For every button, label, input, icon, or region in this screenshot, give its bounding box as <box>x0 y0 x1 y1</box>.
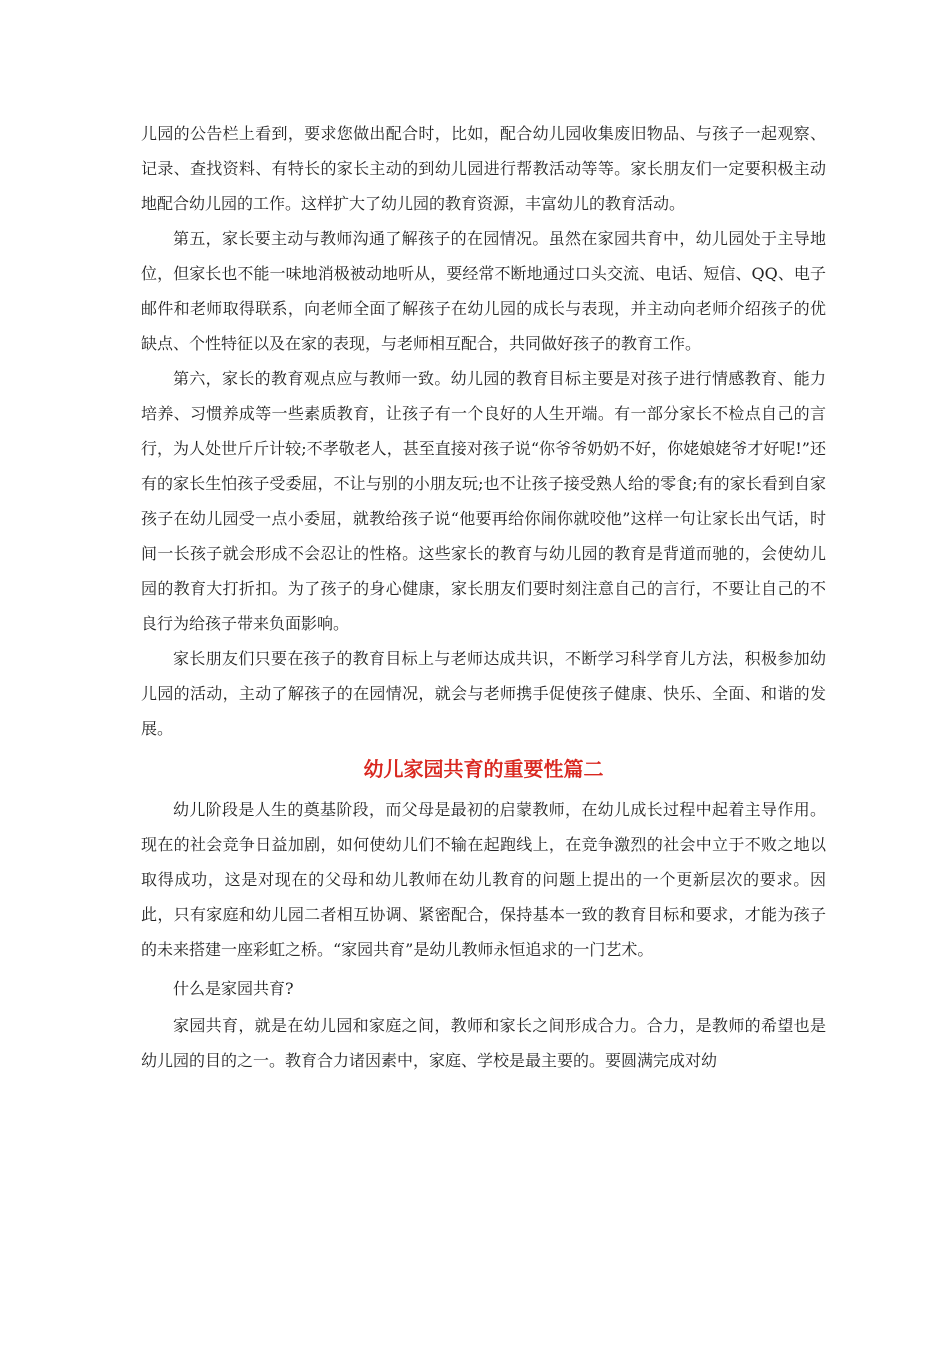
paragraph-conclusion: 家长朋友们只要在孩子的教育目标上与老师达成共识，不断学习科学育儿方法，积极参加幼儿园的活动，主动了解孩子的在园情况，就会与老师携手促使孩子健康、快乐、全面、和谐的发展。 <box>141 649 826 738</box>
paragraph-intro: 幼儿阶段是人生的奠基阶段，而父母是最初的启蒙教师，在幼儿成长过程中起着主导作用。现在的社会竞争日益加剧，如何使幼儿们不输在起跑线上，在竞争激烈的社会中立于不败之地以取得成功，这是对现在的父母和幼儿教师在幼儿教育的问题上提出的一个更新层次的要求。因此，只有家庭和幼儿园二者相互协调、紧密配合，保持基本一致的教育目标和要求，才能为孩子的未来搭建一座彩虹之桥。“家园共育”是幼儿教师永恒追求的一门艺术。 <box>141 800 826 959</box>
document-page <box>141 116 826 1078</box>
paragraph-continuation: 儿园的公告栏上看到，要求您做出配合时，比如，配合幼儿园收集废旧物品、与孩子一起观察、记录、查找资料、有特长的家长主动的到幼儿园进行帮教活动等等。家长朋友们一定要积极主动地配合幼儿园的工作。这样扩大了幼儿园的教育资源，丰富幼儿的教育活动。 <box>141 124 826 213</box>
paragraph-definition: 家园共育，就是在幼儿园和家庭之间，教师和家长之间形成合力。合力，是教师的希望也是幼儿园的目的之一。教育合力诸因素中，家庭、学校是最主要的。要圆满完成对幼 <box>141 1016 826 1070</box>
paragraph-sixth-point: 第六，家长的教育观点应与教师一致。幼儿园的教育目标主要是对孩子进行情感教育、能力培养、习惯养成等一些素质教育，让孩子有一个良好的人生开端。有一部分家长不检点自己的言行，为人处世斤斤计较;不孝敬老人，甚至直接对孩子说“你爷爷奶奶不好，你姥娘姥爷才好呢!”还有的家长生怕孩子受委屈，不让与别的小朋友玩;也不让孩子接受熟人给的零食;有的家长看到自家孩子在幼儿园受一点小委屈，就教给孩子说“他要再给你闹你就咬他”这样一句让家长出气话，时间一长孩子就会形成不会忍让的性格。这些家长的教育与幼儿园的教育是背道而驰的，会使幼儿园的教育大打折扣。为了孩子的身心健康，家长朋友们要时刻注意自己的言行，不要让自己的不良行为给孩子带来负面影响。 <box>141 369 826 633</box>
question-line: 什么是家园共育? <box>173 979 294 998</box>
section-heading: 幼儿家园共育的重要性篇二 <box>363 757 604 781</box>
paragraph-fifth-point: 第五，家长要主动与教师沟通了解孩子的在园情况。虽然在家园共育中，幼儿园处于主导地位，但家长也不能一味地消极被动地听从，要经常不断地通过口头交流、电话、短信、QQ、电子邮件和老师取得联系，向老师全面了解孩子在幼儿园的成长与表现，并主动向老师介绍孩子的优缺点、个性特征以及在家的表现，与老师相互配合，共同做好孩子的教育工作。 <box>141 229 826 353</box>
